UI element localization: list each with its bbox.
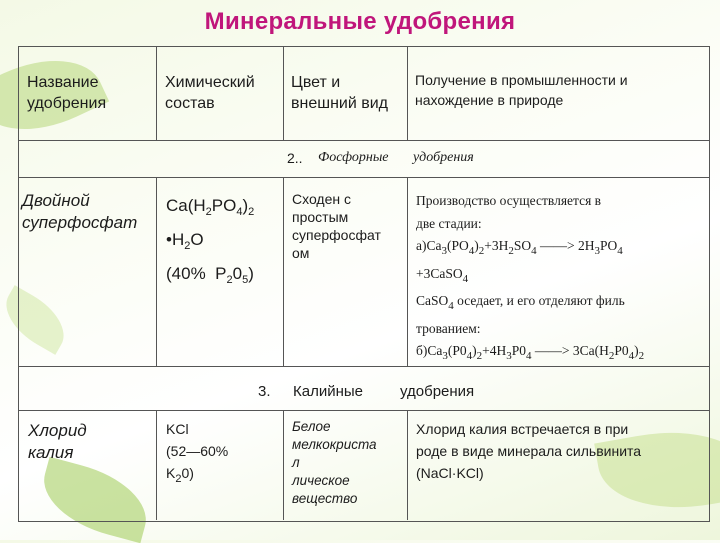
section-number: 3. [258,383,271,400]
fertilizer-name: Двойной суперфосфат [22,191,138,232]
table-divider [407,410,408,520]
table-divider [156,410,157,520]
table-divider [156,46,157,141]
table-divider [283,410,284,520]
section-title-word: Фосфорные [318,150,389,165]
section-title-word: удобрения [413,150,474,165]
section-number: 2.. [287,150,303,166]
color-description: Сходен с простым суперфосфат ом [292,191,381,261]
chemical-formula: $Ca(H_2PO_4)_2$ $•H_2O$ (40% $P_20_5$) [166,196,255,286]
table-divider [283,177,284,367]
chemical-formula: KCl (52—60% $K_20$) [166,421,229,485]
page-title: Минеральные удобрения [204,8,516,35]
table-divider [18,177,709,178]
production-description: Хлорид калия встречается в при роде в виде минерала сильвинита (NaCl·KCl) [416,421,642,481]
table-divider [18,410,709,411]
section-title-word: удобрения [400,383,475,400]
table-divider [283,46,284,141]
fertilizer-name: Хлорид калия [28,421,87,462]
color-description: Белое мелкокриста л лическое вещество [292,419,377,506]
header-color: Цвет и внешний вид [291,74,388,112]
production-description: Производство осуществляется в две стадии: $а)Ca_3(PO_4)_2+3H_2SO_4$ ——> $2H_3PO_4$ +3CaSO$_4$ CaSO$_4$ оседает, и его отделяют филь трованием: $б)Ca_3(P0_4)_2+4H_3P0_4$ ——> $3Ca(H_2P0_4)_2$ [416,193,645,362]
table-divider [156,177,157,367]
section-title-word: Калийные [293,383,363,400]
table-divider [407,46,408,141]
table-divider [18,140,709,141]
header-name: Название удобрения [27,74,107,112]
table-divider [407,177,408,367]
header-composition: Химический состав [165,74,255,112]
header-production: Получение в промышленности и нахождение в природе [415,72,628,108]
